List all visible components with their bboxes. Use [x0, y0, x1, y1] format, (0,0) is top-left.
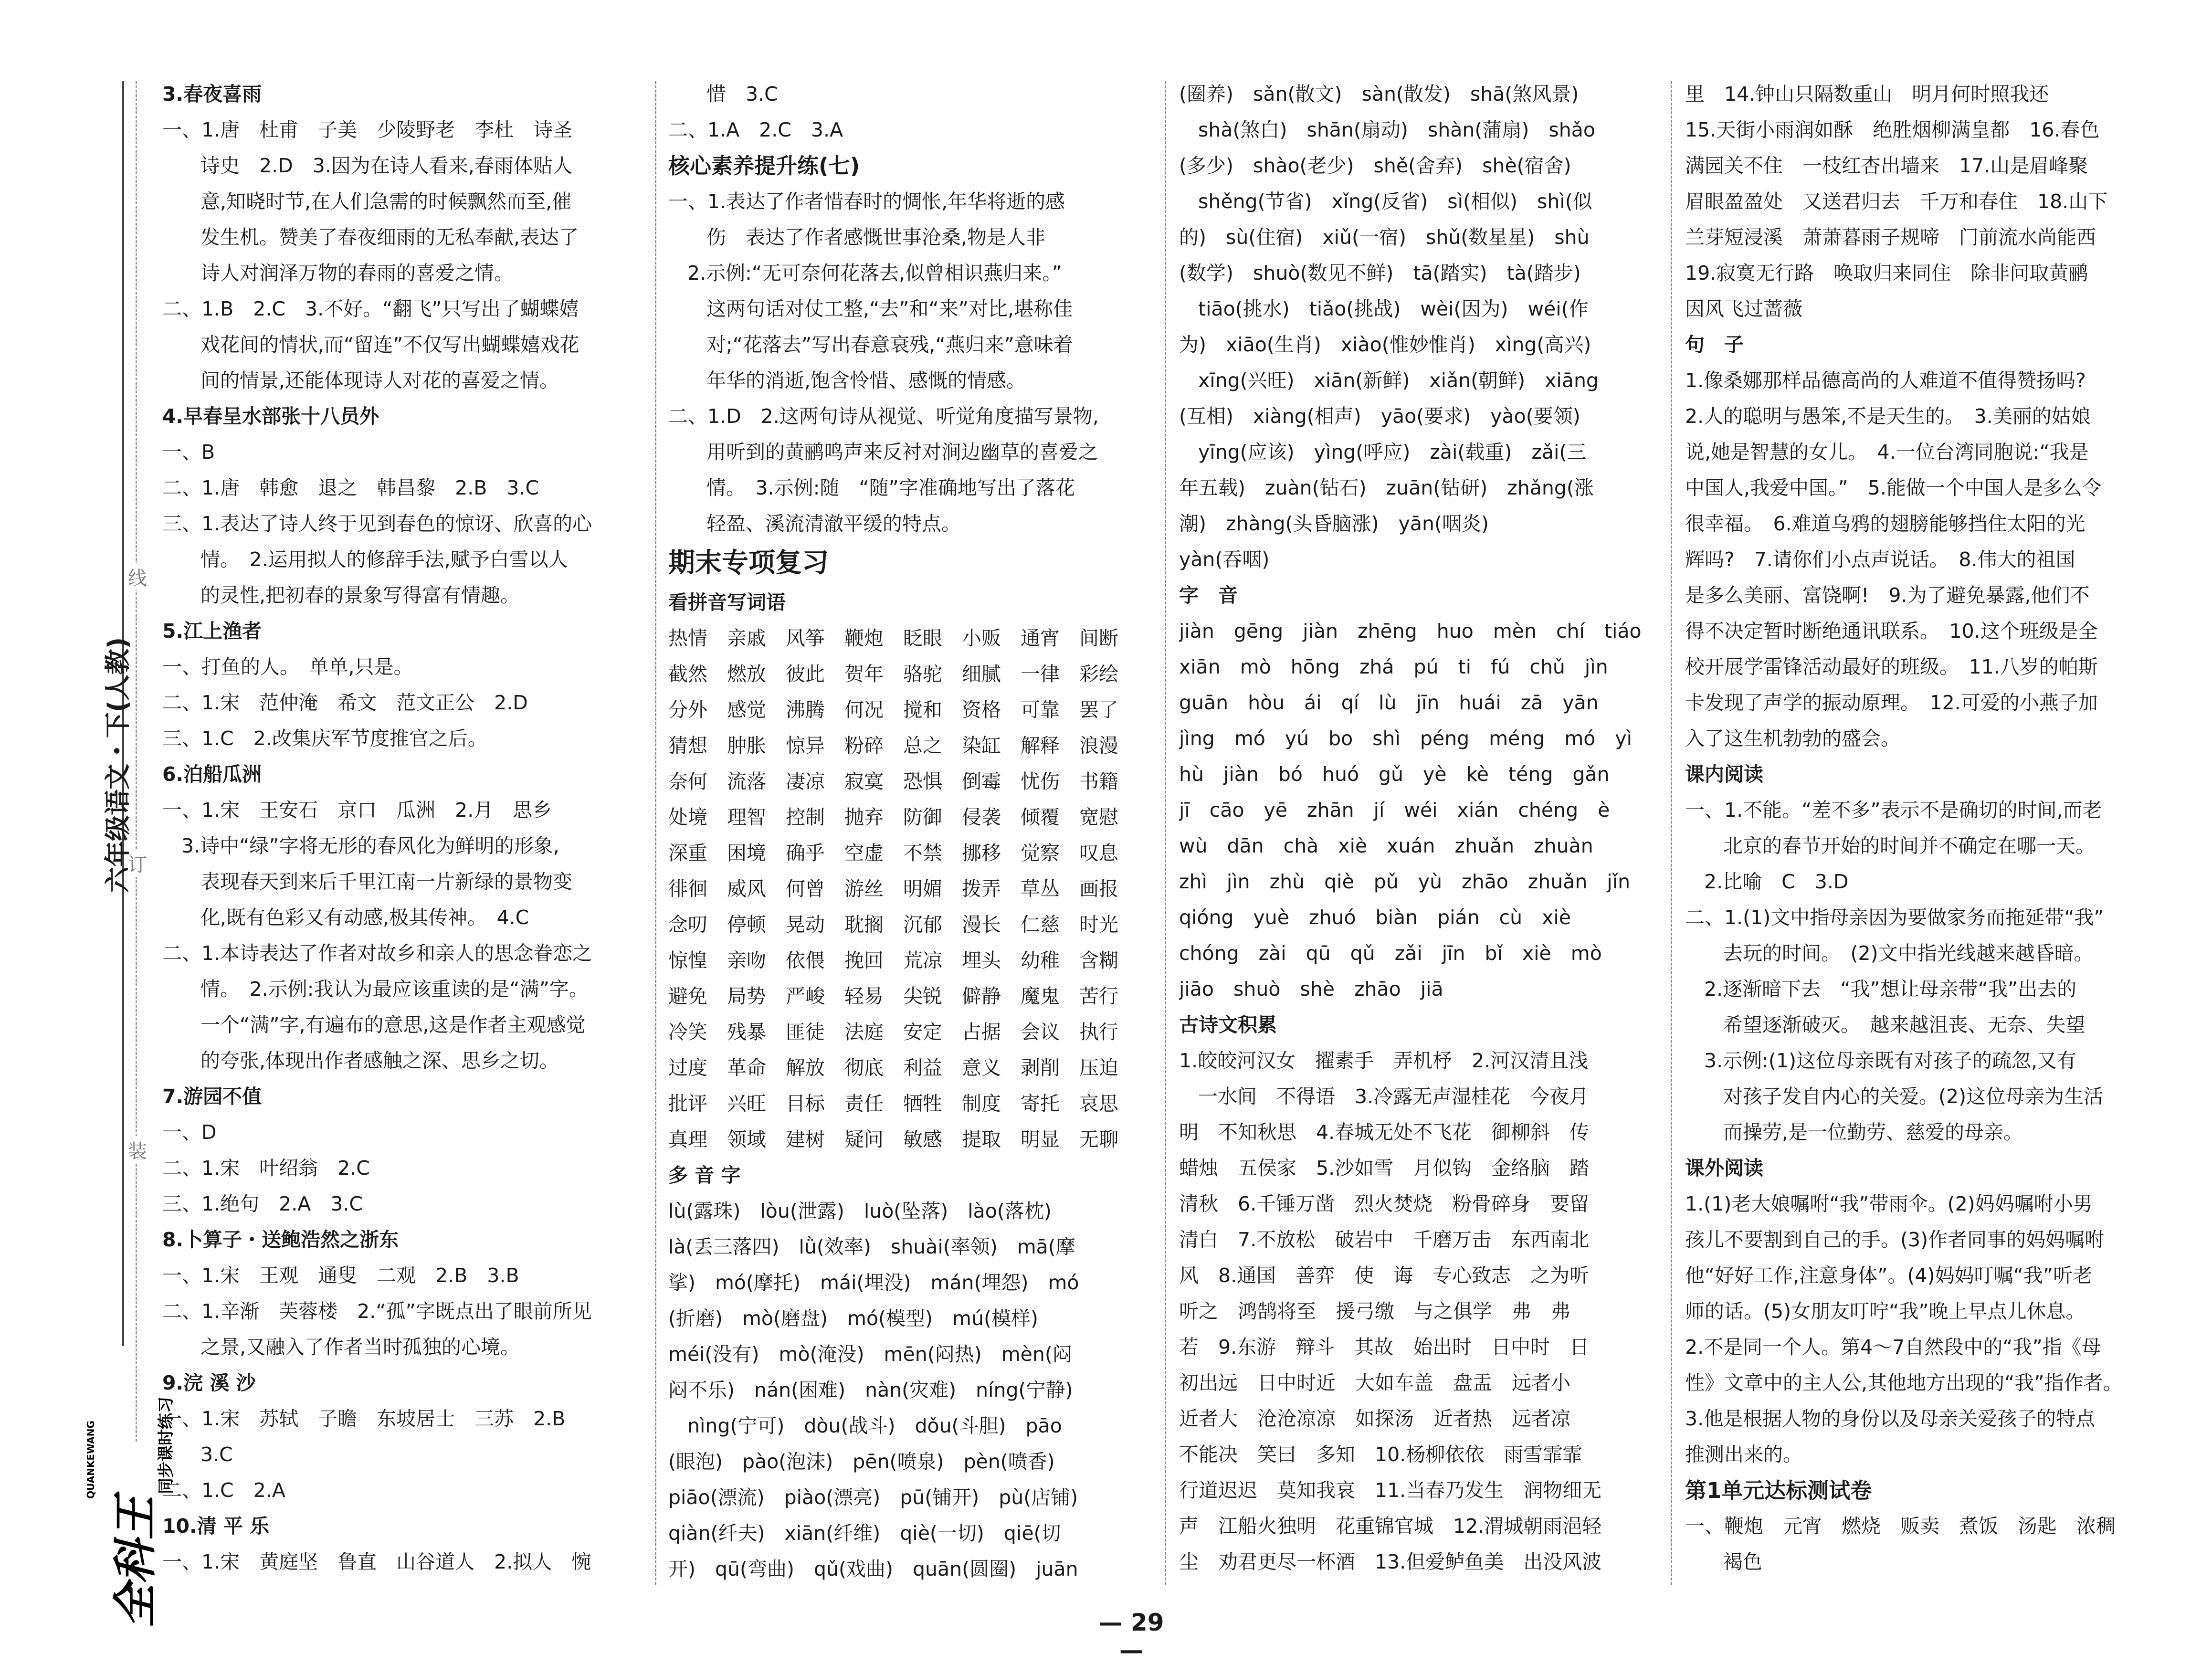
section-heading: 10.清 平 乐 [162, 1515, 270, 1538]
text-line: 得不决定暂时断绝通讯联系。 10.这个班级是全 [1685, 620, 2098, 642]
text-line: 是多么美丽、富饶啊! 9.为了避免暴露,他们不 [1685, 584, 2090, 607]
text-line: 猜想 肿胀 惊异 粉碎 总之 染缸 解释 浪漫 [668, 734, 1118, 757]
text-line: 一、1.宋 王安石 京口 瓜洲 2.月 思乡 [162, 799, 552, 821]
text-line: 二、1.唐 韩愈 退之 韩昌黎 2.B 3.C [162, 476, 539, 499]
text-line: 19.寂寞无行路 唤取归来同住 除非问取黄鹂 [1685, 262, 2088, 284]
text-line: (数学) shuò(数见不鲜) tā(踏实) tà(踏步) [1179, 262, 1581, 284]
text-line: 2.不是同一个人。第4～7自然段中的“我”指《母 [1685, 1336, 2101, 1359]
text-line: 避免 局势 严峻 轻易 尖锐 僻静 魔鬼 苦行 [668, 985, 1118, 1008]
text-line: (多少) shào(老少) shě(舍弃) shè(宿舍) [1179, 154, 1571, 177]
text-line: (互相) xiàng(相声) yāo(要求) yào(要领) [1179, 405, 1580, 428]
text-line: piāo(漂流) piào(漂亮) pū(铺开) pù(店铺) [668, 1486, 1078, 1509]
text-line: 诗史 2.D 3.因为在诗人看来,春雨体贴人 [200, 154, 572, 177]
text-line: 初出远 日中时近 大如车盖 盘盂 远者小 [1179, 1371, 1570, 1394]
text-line: 戏花间的情状,而“留连”不仅写出蝴蝶嬉戏花 [200, 333, 579, 356]
text-line: 蜡烛 五侯家 5.沙如雪 月似钩 金络脑 踏 [1179, 1157, 1590, 1180]
book-title: 六年级语文・下(人教) [103, 637, 133, 893]
text-line: 辉吗? 7.请你们小点声说话。 8.伟大的祖国 [1685, 548, 2075, 571]
text-line: 二、1.A 2.C 3.A [668, 118, 843, 141]
text-line: tiāo(挑水) tiǎo(挑战) wèi(因为) wéi(作 [1198, 297, 1589, 320]
text-line: 闷不乐) nán(困难) nàn(灾难) níng(宁静) [668, 1379, 1073, 1401]
text-line: 三、1.C 2.改集庆军节度推官之后。 [162, 727, 487, 750]
text-line: 对孩子发自内心的关爱。(2)这位母亲为生活 [1723, 1085, 2104, 1108]
section-heading: 6.泊船瓜洲 [162, 763, 262, 786]
text-line: là(丢三落四) lǜ(效率) shuài(率领) mā(摩 [668, 1235, 1075, 1258]
text-line: 若 9.东游 辩斗 其故 始出时 日中时 日 [1179, 1336, 1590, 1359]
page-number: — 29 — [1098, 1609, 1164, 1664]
column-1 [162, 76, 640, 1580]
text-line: jiàn gēng jiàn zhēng huo mèn chí tiáo [1179, 620, 1642, 642]
text-line: 一、1.不能。“差不多”表示不是确切的时间,而老 [1685, 799, 2102, 821]
text-line: (眼泡) pào(泡沫) pēn(喷泉) pèn(喷香) [668, 1450, 1055, 1473]
text-line: 一、1.宋 王观 通叟 二观 2.B 3.B [162, 1264, 519, 1287]
text-line: shěng(节省) xǐng(反省) sì(相似) shì(似 [1198, 190, 1592, 213]
section-heading: 核心素养提升练(七) [668, 153, 860, 179]
text-line: 二、1.(1)文中指母亲因为要做家务而拖延带“我” [1685, 906, 2104, 929]
text-line: 伤 表达了作者感慨世事沧桑,物是人非 [706, 226, 1046, 249]
text-line: 分外 感觉 沸腾 何况 搅和 资格 可靠 罢了 [668, 698, 1118, 721]
section-heading: 第1单元达标测试卷 [1685, 1478, 1872, 1503]
text-line: 深重 困境 确乎 空虚 不禁 挪移 觉察 叹息 [668, 842, 1118, 864]
text-line: 2.逐渐暗下去 “我”想让母亲带“我”出去的 [1704, 978, 2077, 1001]
text-line: 这两句话对仗工整,“去”和“来”对比,堪称佳 [706, 297, 1073, 320]
text-line: 一、1.表达了作者惜春时的惆怅,年华将逝的感 [668, 190, 1065, 213]
text-line: 一、鞭炮 元宵 燃烧 贩卖 煮饭 汤匙 浓稠 [1685, 1515, 2116, 1538]
text-line: 因风飞过蔷薇 [1685, 297, 1802, 320]
text-line: 希望逐渐破灭。 越来越沮丧、无奈、失望 [1723, 1013, 2086, 1036]
brand-subtitle: 同步课时练习 [157, 1397, 176, 1494]
text-line: 师的话。(5)女朋友叮咛“我”晚上早点儿休息。 [1685, 1300, 2086, 1323]
text-line: 校开展学雷锋活动最好的班级。 11.八岁的帕斯 [1685, 655, 2098, 678]
text-line: 徘徊 威风 何曾 游丝 明媚 拨弄 草丛 画报 [668, 877, 1118, 900]
column-2 [668, 76, 1146, 1587]
text-line: 2.人的聪明与愚笨,不是天生的。 3.美丽的姑娘 [1685, 405, 2091, 428]
text-line: 过度 革命 解放 彻底 利益 意义 剥削 压迫 [668, 1056, 1118, 1079]
text-line: 去玩的时间。 (2)文中指光线越来越昏暗。 [1723, 942, 2094, 965]
margin-mark-1: 线 [128, 563, 147, 590]
text-line: 一个“满”字,有遍布的意思,这是作者主观感觉 [200, 1013, 586, 1036]
text-line: 三、1.表达了诗人终于见到春色的惊讶、欣喜的心 [162, 512, 592, 535]
text-line: 轻盈、溪流清澈平缓的特点。 [706, 512, 961, 535]
text-line: 二、1.辛渐 芙蓉楼 2.“孤”字既点出了眼前所见 [162, 1300, 592, 1323]
text-line: 意,知晓时节,在人们急需的时候飘然而至,催 [200, 190, 572, 213]
text-line: lù(露珠) lòu(泄露) luò(坠落) lào(落枕) [668, 1200, 1052, 1222]
text-line: guān hòu ái qí lù jīn huái zā yān [1179, 691, 1599, 714]
text-line: 对;“花落去”写出春意衰残,“燕归来”意味着 [706, 333, 1073, 356]
text-line: 诗人对润泽万物的春雨的喜爱之情。 [200, 262, 514, 284]
text-line: 念叨 停顿 晃动 耽搁 沉郁 漫长 仁慈 时光 [668, 913, 1118, 936]
text-line: 他“好好工作,注意身体”。(4)妈妈叮嘱“我”听老 [1685, 1264, 2093, 1287]
text-line: 清秋 6.千锤万凿 烈火焚烧 粉骨碎身 要留 [1179, 1192, 1590, 1215]
binding-spine [72, 0, 176, 1641]
text-line: 间的情景,还能体现诗人对花的喜爱之情。 [200, 369, 559, 392]
text-line: 的灵性,把初春的景象写得富有情趣。 [200, 584, 520, 607]
text-line: 入了这生机勃勃的盛会。 [1685, 727, 1900, 750]
text-line: 1.皎皎河汉女 擢素手 弄机杼 2.河汉清且浅 [1179, 1049, 1589, 1072]
text-line: 3.诗中“绿”字将无形的春风化为鲜明的形象, [181, 834, 559, 857]
section-heading: 8.卜算子・送鲍浩然之浙东 [162, 1228, 399, 1251]
text-line: 3.示例:(1)这位母亲既有对孩子的疏忽,又有 [1704, 1049, 2077, 1072]
text-line: (折磨) mò(磨盘) mó(模型) mú(模样) [668, 1307, 1038, 1330]
text-line: 中国人,我爱中国。” 5.能做一个中国人是多么令 [1685, 476, 2102, 499]
text-line: 褐色 [1723, 1550, 1762, 1573]
text-line: 一、打鱼的人。 单单,只是。 [162, 655, 413, 678]
text-line: shà(煞白) shān(扇动) shàn(蒲扇) shǎo [1198, 118, 1595, 141]
text-line: 一、D [162, 1121, 217, 1144]
text-line: wù dān chà xiè xuán zhuǎn zhuàn [1179, 834, 1593, 857]
text-line: 为) xiāo(生肖) xiào(惟妙惟肖) xìng(高兴) [1179, 333, 1591, 356]
section-heading: 多 音 字 [668, 1164, 741, 1187]
text-line: 近者大 沧沧凉凉 如探汤 近者热 远者凉 [1179, 1407, 1570, 1430]
text-line: 真理 领域 建树 疑问 敏感 提取 明显 无聊 [668, 1128, 1118, 1151]
text-line: 年华的消逝,饱含怜惜、感慨的情感。 [706, 369, 1026, 392]
text-line: 一、1.唐 杜甫 子美 少陵野老 李杜 诗圣 [162, 118, 573, 141]
text-line: 推测出来的。 [1685, 1443, 1802, 1466]
text-line: 尘 劝君更尽一杯酒 13.但爱鲈鱼美 出没风波 [1179, 1550, 1602, 1573]
text-line: jiāo shuò shè zhāo jiā [1179, 978, 1443, 1001]
brand-pinyin: QUANKEWANG [85, 1421, 96, 1499]
section-heading: 3.春夜喜雨 [162, 83, 262, 105]
text-line: 1.像桑娜那样品德高尚的人难道不值得赞扬吗? [1685, 369, 2086, 392]
section-heading: 5.江上渔者 [162, 620, 262, 642]
text-line: xīng(兴旺) xiān(新鲜) xiǎn(朝鲜) xiāng [1198, 369, 1599, 392]
text-line: 化,既有色彩又有动感,极其传神。 4.C [200, 906, 529, 929]
text-line: 发生机。赞美了春夜细雨的无私奉献,表达了 [200, 226, 579, 249]
text-line: 的夸张,体现出作者感触之深、思乡之切。 [200, 1049, 559, 1072]
text-line: 之景,又融入了作者当时孤独的心境。 [200, 1336, 520, 1359]
text-line: 挲) mó(摩托) mái(埋没) mán(埋怨) mó [668, 1271, 1079, 1294]
text-line: qiàn(纤夫) xiān(纤维) qiè(一切) qiē(切 [668, 1522, 1061, 1545]
cut-line [136, 81, 137, 1442]
text-line: xiān mò hōng zhá pú ti fú chǔ jìn [1179, 655, 1608, 678]
margin-mark-3: 装 [128, 1136, 147, 1163]
text-line: jī cāo yē zhān jí wéi xián chéng è [1179, 799, 1610, 821]
text-line: 二、1.本诗表达了作者对故乡和亲人的思念眷恋之 [162, 942, 592, 965]
text-line: 说,她是智慧的女儿。 4.一位台湾同胞说:“我是 [1685, 441, 2089, 463]
text-line: méi(没有) mò(淹没) mēn(闷热) mèn(闷 [668, 1343, 1072, 1366]
text-line: 批评 兴旺 目标 责任 牺牲 制度 寄托 哀思 [668, 1092, 1118, 1115]
text-line: 而操劳,是一位勤劳、慈爱的母亲。 [1723, 1121, 2023, 1144]
text-line: 一、1.宋 苏轼 子瞻 东坡居士 三苏 2.B [162, 1407, 566, 1430]
text-line: 惊惶 亲吻 依偎 挽回 荒凉 埋头 幼稚 含糊 [668, 949, 1118, 972]
margin-mark-2: 订 [128, 850, 147, 877]
section-heading: 4.早春呈水部张十八员外 [162, 405, 379, 428]
section-heading: 句 子 [1685, 333, 1744, 356]
text-line: 一、B [162, 441, 215, 463]
text-line: 3.C [200, 1443, 233, 1466]
text-line: 满园关不住 一枝红杏出墙来 17.山是眉峰聚 [1685, 154, 2088, 177]
text-line: 惜 3.C [706, 83, 778, 105]
text-line: 冷笑 残暴 匪徒 法庭 安定 占据 会议 执行 [668, 1021, 1118, 1043]
text-line: 15.天街小雨润如酥 绝胜烟柳满皇都 16.春色 [1685, 118, 2100, 141]
text-line: nìng(宁可) dòu(战斗) dǒu(斗胆) pāo [687, 1414, 1062, 1437]
text-line: 孩儿不要割到自己的手。(3)作者同事的妈妈嘱咐 [1685, 1228, 2105, 1251]
text-line: 3.他是根据人物的身份以及母亲关爱孩子的特点 [1685, 1407, 2096, 1430]
text-line: 二、1.D 2.这两句诗从视觉、听觉角度描写景物, [668, 405, 1099, 428]
text-line: 不能决 笑曰 多知 10.杨柳依依 雨雪霏霏 [1179, 1443, 1582, 1466]
section-heading: 古诗文积累 [1179, 1013, 1277, 1036]
column-divider-2 [1165, 81, 1166, 1585]
section-heading: 课内阅读 [1685, 763, 1763, 786]
text-line: 2.比喻 C 3.D [1704, 870, 1849, 893]
text-line: 情。 2.示例:我认为最应该重读的是“满”字。 [200, 978, 589, 1001]
text-line: 处境 理智 控制 抛弃 防御 侵袭 倾覆 宽慰 [668, 806, 1118, 829]
text-line: 风 8.通国 善弈 使 诲 专心致志 之为听 [1179, 1264, 1590, 1287]
text-line: 二、1.C 2.A [162, 1479, 285, 1502]
text-line: yīng(应该) yìng(呼应) zài(载重) zǎi(三 [1198, 441, 1587, 463]
text-line: 奈何 流落 凄凉 寂寞 恐惧 倒霉 忧伤 书籍 [668, 770, 1118, 793]
text-line: yàn(吞咽) [1179, 548, 1270, 571]
text-line: 眉眼盈盈处 又送君归去 千万和春住 18.山下 [1685, 190, 2108, 213]
column-divider-3 [1671, 81, 1672, 1585]
text-line: 二、1.宋 叶绍翁 2.C [162, 1157, 370, 1180]
text-line: chóng zài qū qǔ zǎi jīn bǐ xiè mò [1179, 942, 1602, 965]
text-line: 二、1.宋 范仲淹 希文 范文正公 2.D [162, 691, 528, 714]
text-line: 卡发现了声学的振动原理。 12.可爱的小燕子加 [1685, 691, 2098, 714]
column-3 [1179, 76, 1656, 1580]
section-heading: 9.浣 溪 沙 [162, 1371, 256, 1394]
text-line: 声 江船火独明 花重锦官城 12.渭城朝雨浥轻 [1179, 1515, 1602, 1538]
text-line: 开) qū(弯曲) qǔ(戏曲) quān(圆圈) juān [668, 1558, 1078, 1580]
text-line: 年五载) zuàn(钻石) zuān(钻研) zhǎng(涨 [1179, 476, 1594, 499]
text-line: 情。 3.示例:随 “随”字准确地写出了落花 [706, 476, 1075, 499]
text-line: qióng yuè zhuó biàn pián cù xiè [1179, 906, 1571, 929]
text-line: 行道迟迟 莫知我哀 11.当春乃发生 润物细无 [1179, 1479, 1602, 1502]
text-line: 情。 2.运用拟人的修辞手法,赋予白雪以人 [200, 548, 568, 571]
text-line: 二、1.B 2.C 3.不好。“翻飞”只写出了蝴蝶嬉 [162, 297, 579, 320]
text-line: 一、1.宋 黄庭坚 鲁直 山谷道人 2.拟人 惋 [162, 1550, 591, 1573]
text-line: 北京的春节开始的时间并不确定在哪一天。 [1723, 834, 2095, 857]
brand-logo: 全科王 同步课时练习 QUANKEWANG [85, 1397, 176, 1628]
text-line: 1.(1)老大娘嘱咐“我”带雨伞。(2)妈妈嘱咐小男 [1685, 1192, 2093, 1215]
text-line: 的) sù(住宿) xiǔ(一宿) shǔ(数星星) shù [1179, 226, 1590, 249]
text-line: 清白 7.不放松 破岩中 千磨万击 东西南北 [1179, 1228, 1590, 1251]
text-line: 2.示例:“无可奈何花落去,似曾相识燕归来。” [687, 262, 1062, 284]
section-heading: 期末专项复习 [668, 548, 829, 579]
text-line: 表现春天到来后千里江南一片新绿的景物变 [200, 870, 572, 893]
text-line: 三、1.绝句 2.A 3.C [162, 1192, 363, 1215]
text-line: jìng mó yú bo shì péng méng mó yì [1179, 727, 1633, 750]
text-line: 截然 燃放 彼此 贺年 骆驼 细腻 一律 彩绘 [668, 663, 1118, 685]
text-line: 兰芽短浸溪 萧萧暮雨子规啼 门前流水尚能西 [1685, 226, 2096, 249]
column-4 [1685, 76, 2162, 1580]
text-line: zhì jìn zhù qiè pǔ yù zhāo zhuǎn jǐn [1179, 870, 1631, 893]
text-line: 听之 鸿鹄将至 援弓缴 与之俱学 弗 弗 [1179, 1300, 1570, 1323]
text-line: 很幸福。 6.难道乌鸦的翅膀能够挡住太阳的光 [1685, 512, 2086, 535]
text-line: (圈养) sǎn(散文) sàn(散发) shā(煞风景) [1179, 83, 1579, 105]
text-line: 热情 亲戚 风筝 鞭炮 眨眼 小贩 通宵 间断 [668, 627, 1118, 650]
section-heading: 课外阅读 [1685, 1157, 1763, 1180]
text-line: 潮) zhàng(头昏脑涨) yān(咽炎) [1179, 512, 1489, 535]
text-line: hù jiàn bó huó gǔ yè kè téng gǎn [1179, 763, 1610, 786]
text-line: 用听到的黄鹂鸣声来反衬对涧边幽草的喜爱之 [706, 441, 1098, 463]
section-heading: 7.游园不值 [162, 1085, 262, 1108]
section-heading: 字 音 [1179, 584, 1238, 607]
section-heading: 看拼音写词语 [668, 591, 786, 614]
column-divider-1 [655, 81, 656, 1585]
text-line: 性》文章中的主人公,其他地方出现的“我”指作者。 [1685, 1371, 2123, 1394]
text-line: 明 不知秋思 4.春城无处不飞花 御柳斜 传 [1179, 1121, 1590, 1144]
text-line: 里 14.钟山只隔数重山 明月何时照我还 [1685, 83, 2049, 105]
text-line: 一水间 不得语 3.冷露无声湿桂花 今夜月 [1198, 1085, 1589, 1108]
